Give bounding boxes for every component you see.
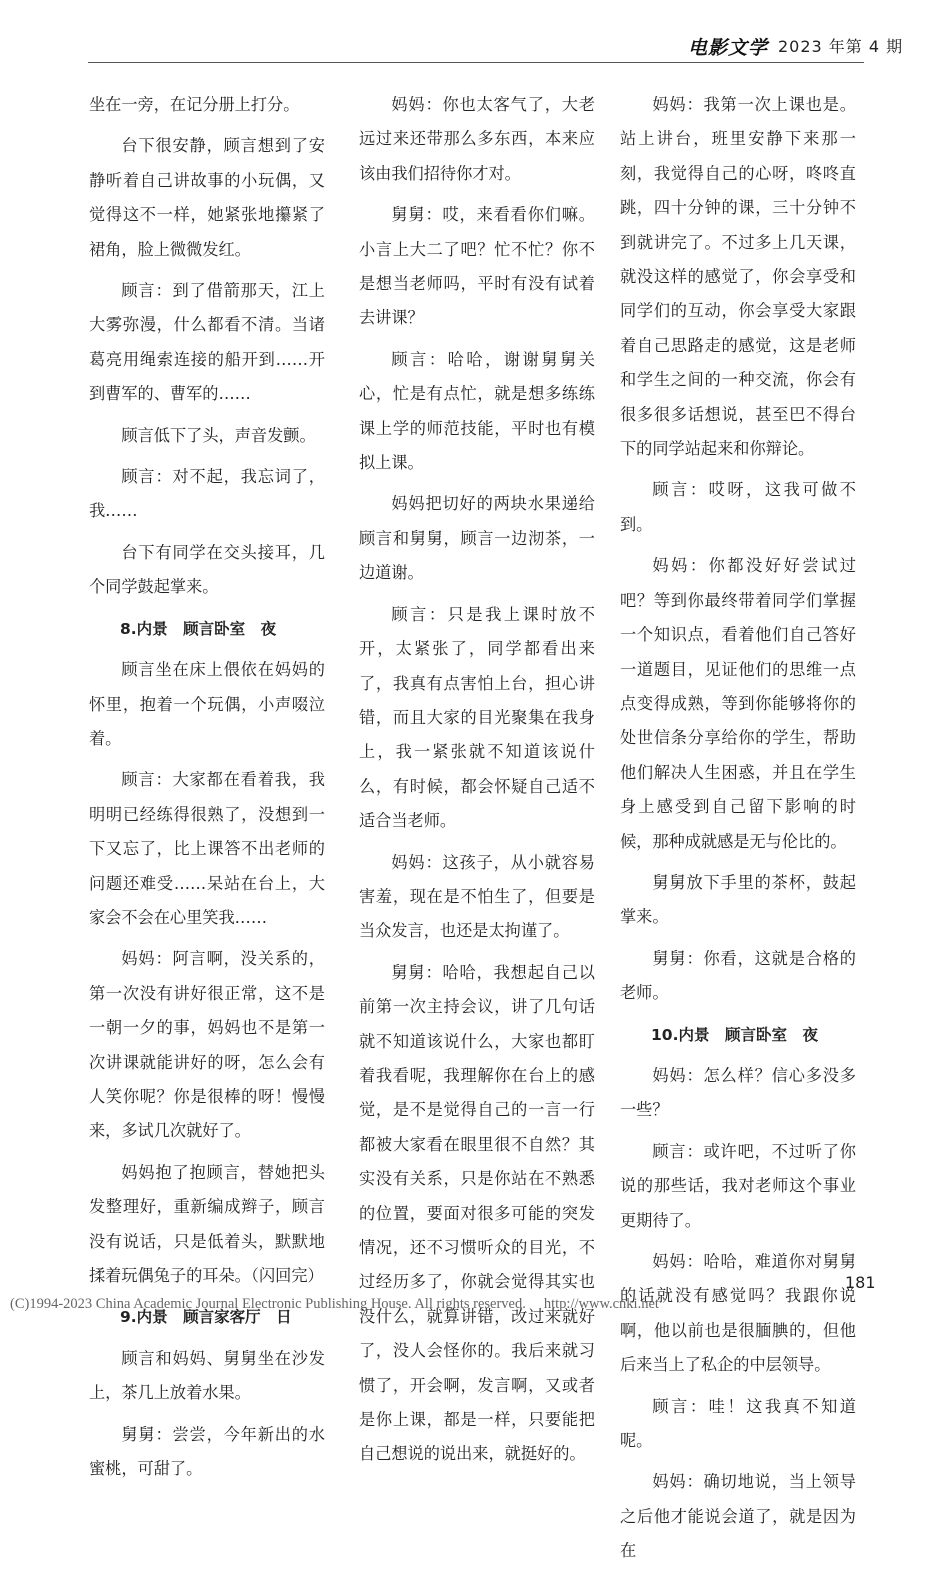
- paragraph: 妈妈：阿言啊，没关系的，第一次没有讲好很正常，这不是一朝一夕的事，妈妈也不是第一次讲课就能讲好的呀，怎么会有人笑你呢？你是很棒的呀！慢慢来，多试几次就好了。: [89, 949, 325, 1141]
- paragraph: 顾言：或许吧，不过听了你说的那些话，我对老师这个事业更期待了。: [620, 1141, 856, 1230]
- page-header: [0, 0, 950, 60]
- page-footer: [10, 1296, 940, 1313]
- page-number: 181: [845, 1273, 876, 1292]
- paragraph: 妈妈把切好的两块水果递给顾言和舅舅，顾言一边沏茶，一边道谢。: [359, 494, 595, 583]
- paragraph: 坐在一旁，在记分册上打分。: [89, 95, 300, 114]
- issue-label: 2023 年第 4 期: [778, 37, 904, 56]
- paragraph: 妈妈：我第一次上课也是。站上讲台，班里安静下来那一刻，我觉得自己的心呀，咚咚直跳，四十分钟的课，三十分钟不到就讲完了。不过多上几天课，就没这样的感觉了，你会享受和同学们的互动，你会享受大家跟着自己思路走的感觉，这是老师和学生之间的一种交流，你会有很多很多话想说，甚至巴不得台下的同学站起来和你辩论。: [620, 95, 856, 459]
- paragraph: 舅舅：你看，这就是合格的老师。: [620, 948, 856, 1003]
- paragraph: 顾言：哎呀，这我可做不到。: [620, 480, 856, 534]
- paragraph: 妈妈：确切地说，当上领导之后他才能说会道了，就是因为在: [620, 1472, 856, 1561]
- paragraph: 顾言低下了头，声音发颤。: [121, 425, 316, 445]
- paragraph: 台下很安静，顾言想到了安静听着自己讲故事的小玩偶，又觉得这不一样，她紧张地攥紧了裙角，脸上微微发红。: [89, 136, 325, 259]
- paragraph: 顾言和妈妈、舅舅坐在沙发上，茶几上放着水果。: [89, 1348, 325, 1403]
- paragraph: 妈妈：你也太客气了，大老远过来还带那么多东西，本来应该由我们招待你才对。: [359, 95, 595, 183]
- paragraph: 顾言：哈哈，谢谢舅舅关心，忙是有点忙，就是想多练练课上学的师范技能，平时也有模拟上课。: [359, 349, 595, 473]
- paragraph: 顾言：只是我上课时放不开，太紧张了，同学都看出来了，我真有点害怕上台，担心讲错，而且大家的目光聚集在我身上，我一紧张就不知道该说什么，有时候，都会怀疑自己适不适合当老师。: [359, 604, 595, 831]
- paragraph: 台下有同学在交头接耳，几个同学鼓起掌来。: [89, 542, 325, 597]
- paragraph: 顾言：哇！这我真不知道呢。: [620, 1396, 856, 1451]
- paragraph: 舅舅放下手里的茶杯，鼓起掌来。: [620, 872, 856, 927]
- paragraph: 妈妈：哈哈，难道你对舅舅的话就没有感觉吗？我跟你说啊，他以前也是很腼腆的，但他后来当上了私企的中层领导。: [620, 1252, 856, 1375]
- paragraph: 舅舅：哈哈，我想起自己以前第一次主持会议，讲了几句话就不知道该说什么，大家也都盯着我看呢，我理解你在台上的感觉，是不是觉得自己的一言一行都被大家看在眼里很不自然？其实没有关系，只是你站在不熟悉的位置，要面对很多可能的突发情况，还不习惯听众的目光，不过经历多了，你就会觉得其实也没什么，就算讲错，改过来就好了，没人会怪你的。我后来就习惯了，开会啊，发言啊，又或者是你上课，都是一样，只要能把自己想说的说出来，就挺好的。: [359, 962, 595, 1464]
- paragraph: 舅舅：尝尝，今年新出的水蜜桃，可甜了。: [89, 1424, 325, 1479]
- journal-logo: 电影文学: [688, 37, 769, 59]
- scene-heading: 8.内景 顾言卧室 夜: [120, 619, 277, 638]
- paragraph: 顾言坐在床上偎依在妈妈的怀里，抱着一个玩偶，小声啜泣着。: [89, 660, 325, 748]
- paragraph: 顾言：对不起，我忘词了，我……: [89, 467, 325, 521]
- paragraph: 妈妈：这孩子，从小就容易害羞，现在是不怕生了，但要是当众发言，也还是太拘谨了。: [359, 852, 595, 941]
- paragraph: 舅舅：哎，来看看你们嘛。小言上大二了吧？忙不忙？你不是想当老师吗，平时有没有试着去讲课？: [359, 205, 595, 328]
- text-column-2: [359, 88, 595, 1479]
- text-column-1: [89, 88, 325, 1493]
- header-rule: [88, 62, 864, 63]
- paragraph: 顾言：大家都在看着我，我明明已经练得很熟了，没想到一下又忘了，比上课答不出老师的问题还难受……呆站在台上，大家会不会在心里笑我……: [89, 770, 325, 927]
- paragraph: 顾言：到了借箭那天，江上大雾弥漫，什么都看不清。当诸葛亮用绳索连接的船开到……开到曹军的、曹军的……: [89, 281, 325, 404]
- paragraph: 妈妈：怎么样？信心多没多一些？: [620, 1065, 856, 1120]
- text-column-3: [620, 88, 856, 1576]
- paragraph: 妈妈：你都没好好尝试过吧？等到你最终带着同学们掌握一个知识点，看着他们自己答好一道题目，见证他们的思维一点点变得成熟，等到你能够将你的处世信条分享给你的学生，帮助他们解决人生困惑，并且在学生身上感受到自己留下影响的时候，那种成就感是无与伦比的。: [620, 556, 856, 851]
- footer-url[interactable]: http://www.cnki.net: [543, 1296, 659, 1312]
- paragraph: 妈妈抱了抱顾言，替她把头发整理好，重新编成辫子，顾言没有说话，只是低着头，默默地揉着玩偶兔子的耳朵。（闪回完）: [89, 1162, 325, 1285]
- scene-heading: 9.内景 顾言家客厅 日: [120, 1308, 292, 1327]
- scene-heading: 10.内景 顾言卧室 夜: [651, 1025, 818, 1044]
- copyright-notice: (C)1994-2023 China Academic Journal Electronic Publishing House. All rights reserved.: [10, 1296, 526, 1312]
